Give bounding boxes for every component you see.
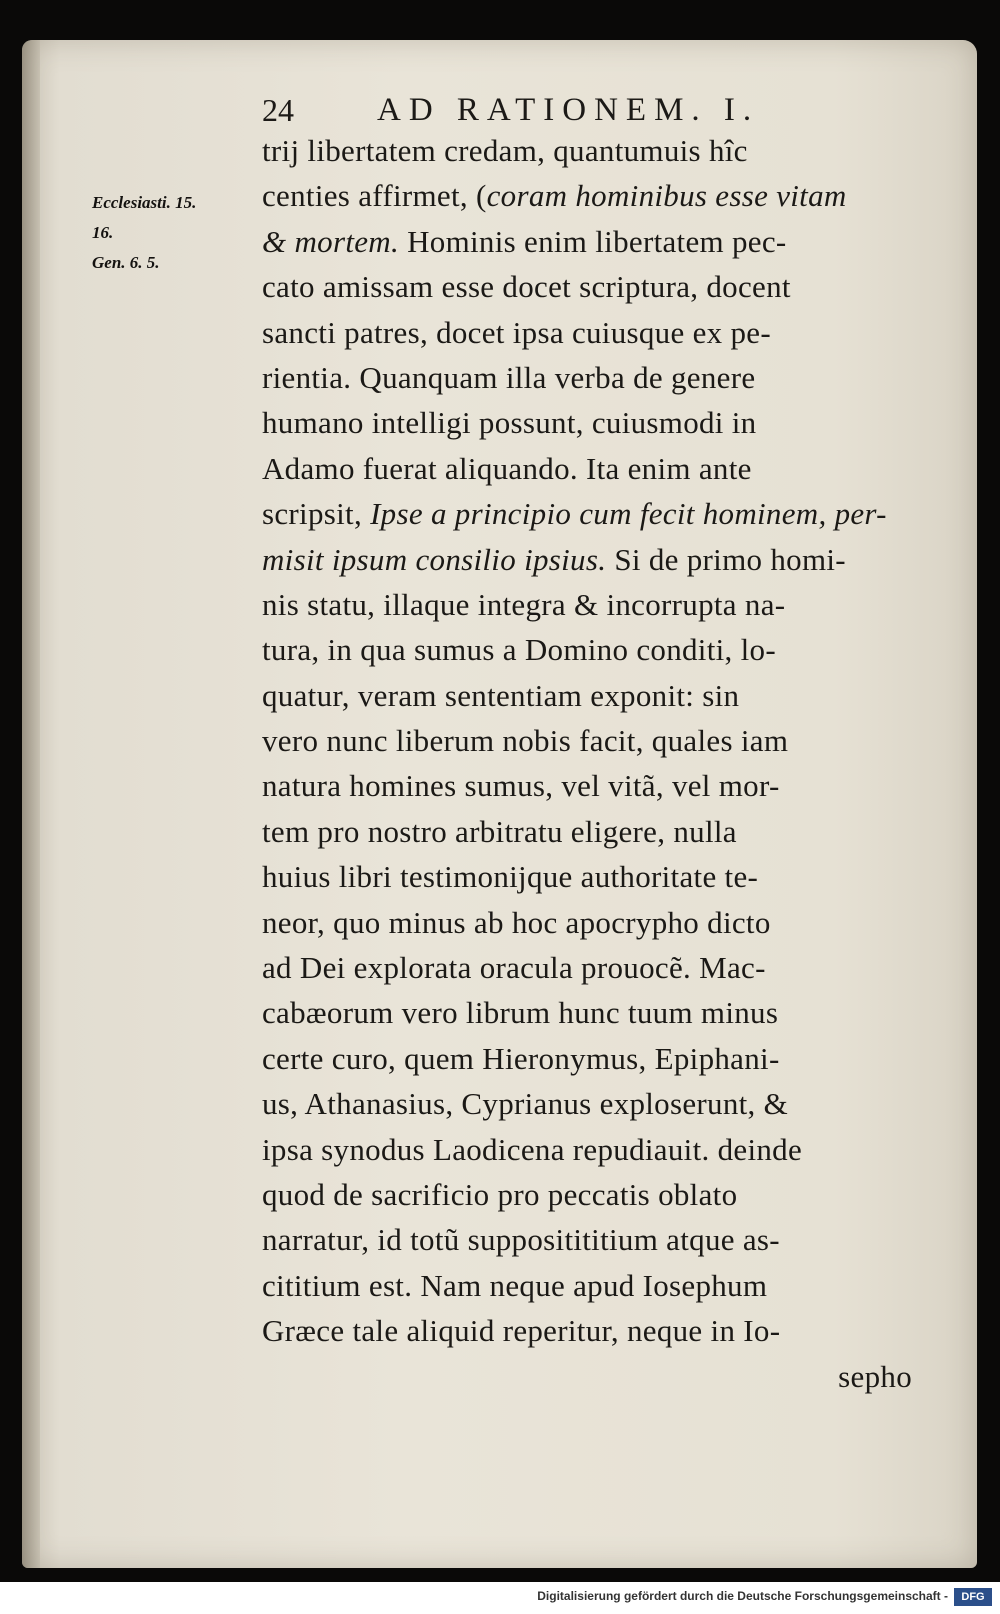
text-line [262,128,922,173]
text-line [262,1036,922,1081]
text-line [262,1172,922,1217]
text-line [262,1127,922,1172]
body-text [262,128,922,1399]
margin-note: 16. [92,223,114,242]
text-line [262,718,922,763]
text-line [262,1308,922,1353]
line-segment: natura homines sumus, vel vitã, vel mor- [262,768,780,804]
page-number: 24 [262,92,294,128]
page-header [262,88,842,132]
line-segment: us, Athanasius, Cyprianus exploserunt, & [262,1086,789,1122]
margin-note: Ecclesiasti. 15. [92,193,197,212]
text-line [262,673,922,718]
line-segment: sancti patres, docet ipsa cuiusque ex pe- [262,314,771,350]
text-line [262,537,922,582]
text-line [262,1217,922,1262]
text-line [262,945,922,990]
text-line [262,355,922,400]
line-segment: humano intelligi possunt, cuiusmodi in [262,405,757,441]
line-segment: ipsa synodus Laodicena repudiauit. deinde [262,1131,803,1167]
line-segment: Hominis enim libertatem pec- [399,223,787,259]
text-line [262,1081,922,1126]
line-segment: certe curo, quem Hieronymus, Epiphani- [262,1040,780,1076]
text-line [262,582,922,627]
text-line [262,219,922,264]
line-segment: ad Dei explorata oracula prouocẽ. Mac- [262,950,766,986]
line-segment: tura, in qua sumus a Domino conditi, lo- [262,632,776,668]
text-line [262,900,922,945]
text-line [262,310,922,355]
line-segment: centies affirmet, ( [262,178,487,214]
catchword: sepho [838,1358,912,1394]
line-segment: quod de sacrificio pro peccatis oblato [262,1176,738,1212]
digitization-footer [0,1582,1000,1614]
line-segment: tem pro nostro arbitratu eligere, nulla [262,813,737,849]
text-line [262,264,922,309]
italic-quotation: coram hominibus esse vitam [486,178,847,214]
text-line [262,763,922,808]
line-segment: scripsit, [262,496,371,532]
text-line [262,809,922,854]
text-line [262,627,922,672]
line-segment: cato amissam esse docet scriptura, docent [262,269,791,305]
text-line [262,990,922,1035]
line-segment: trij libertatem credam, quantumuis hîc [262,133,748,168]
text-line [262,173,922,218]
line-segment: Adamo fuerat aliquando. Ita enim ante [262,450,752,486]
italic-quotation: Ipse a principio cum fecit hominem, per- [370,496,887,532]
line-segment: huius libri testimonijque authoritate te- [262,859,759,895]
text-line [262,1263,922,1308]
page-binding-shadow [22,40,40,1568]
italic-quotation: misit ipsum consilio ipsius. [262,541,607,577]
text-line [262,854,922,899]
margin-note: Gen. 6. 5. [92,253,160,272]
dfg-logo-icon: DFG [954,1588,992,1606]
line-segment: Græce tale aliquid reperitur, neque in Io- [262,1313,781,1349]
text-line [262,491,922,536]
text-line [262,446,922,491]
line-segment: quatur, veram sententiam exponit: sin [262,677,740,713]
line-segment: narratur, id totũ suppositititium atque as- [262,1222,780,1258]
line-segment: neor, quo minus ab hoc apocrypho dicto [262,904,771,940]
funding-credit: Digitalisierung gefördert durch die Deutsche Forschungsgemeinschaft - [537,1589,948,1603]
running-head: AD RATIONEM. I. [377,92,760,128]
text-line [262,400,922,445]
margin-notes [92,188,252,278]
line-segment: nis statu, illaque integra & incorrupta na- [262,586,786,622]
line-segment: vero nunc liberum nobis facit, quales iam [262,723,789,759]
italic-quotation: & mortem. [262,223,400,259]
line-segment: rientia. Quanquam illa verba de genere [262,359,756,395]
line-segment: cititium est. Nam neque apud Iosephum [262,1267,768,1303]
line-segment: cabæorum vero librum hunc tuum minus [262,995,779,1031]
line-segment: Si de primo homi- [606,541,846,577]
